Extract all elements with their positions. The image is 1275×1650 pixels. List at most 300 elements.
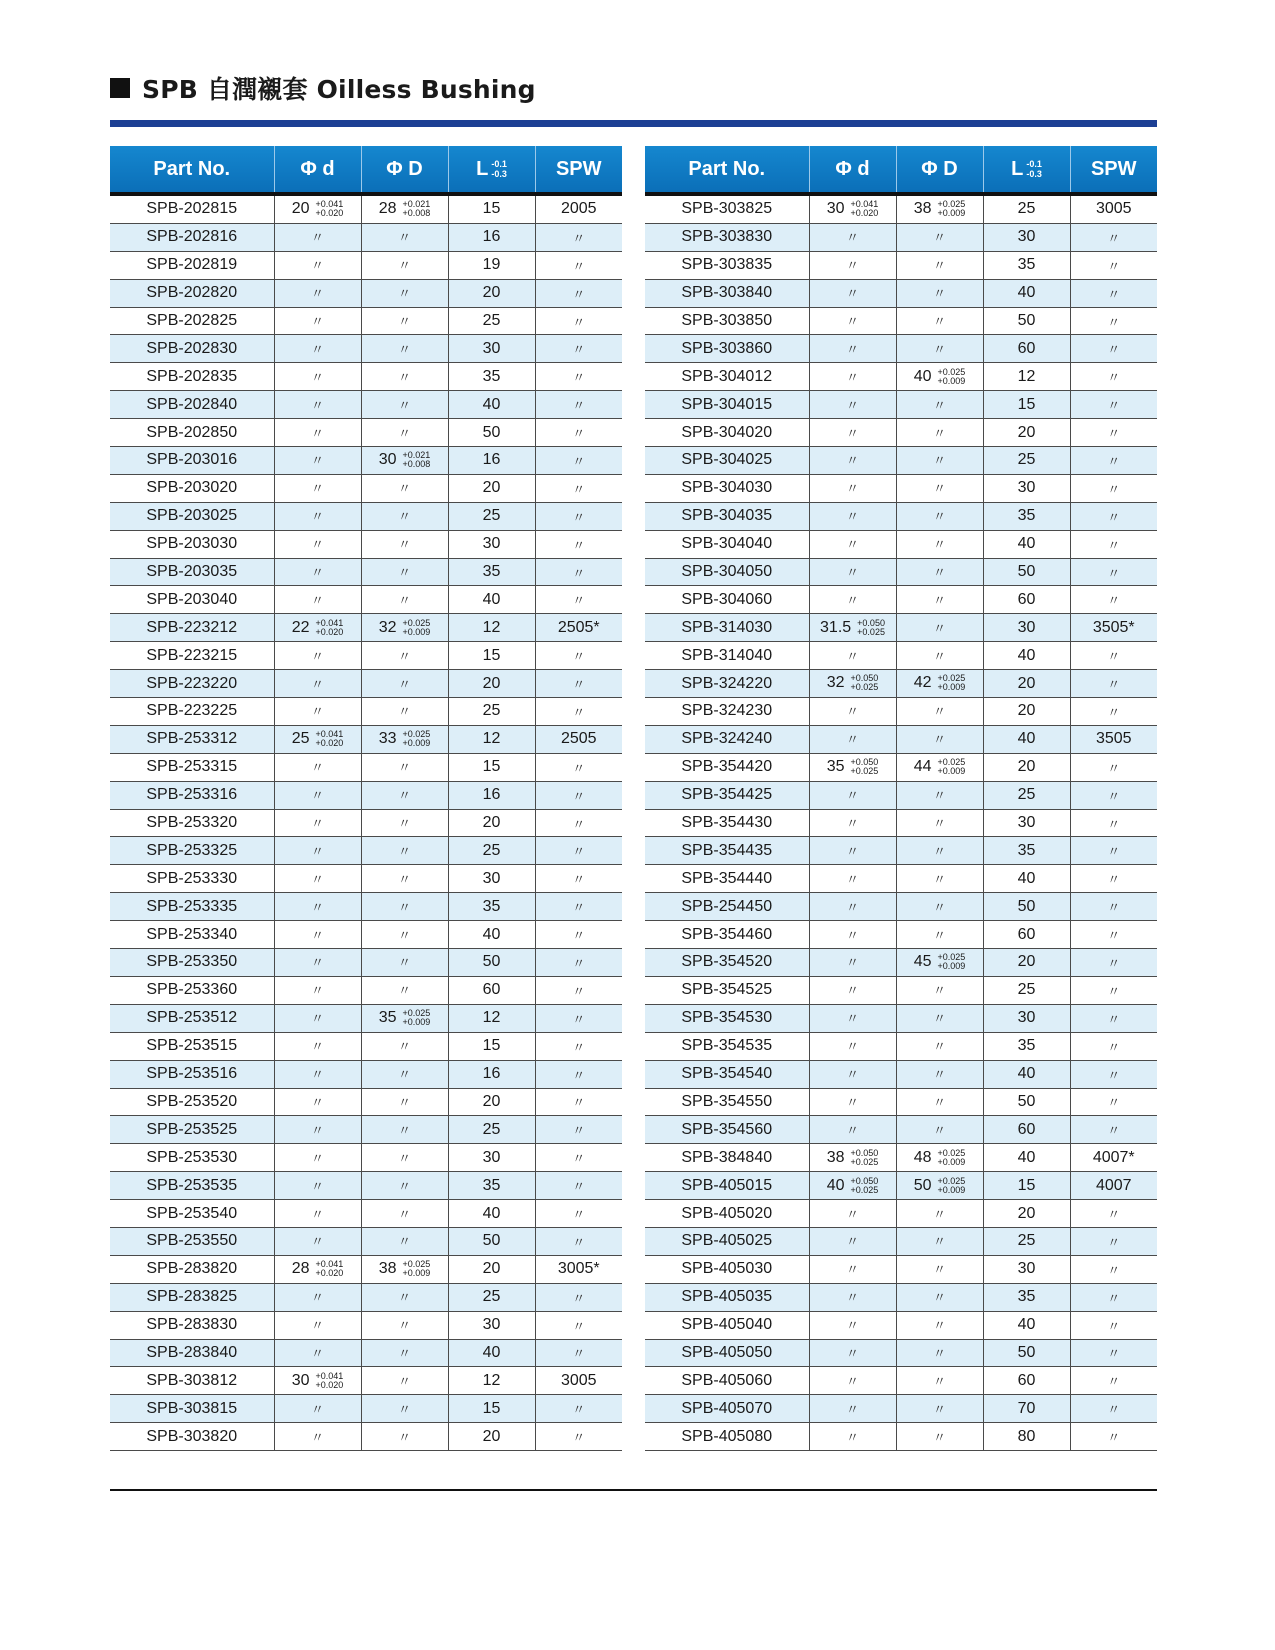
spw-cell: 4007*: [1070, 1144, 1157, 1172]
length-cell: 20: [983, 419, 1070, 447]
part-number-cell: SPB-283820: [110, 1255, 274, 1283]
inner-diameter-tol-lower: +0.020: [850, 208, 879, 219]
table-row: [645, 223, 1157, 251]
table-row: [110, 1060, 622, 1088]
spw-cell: 〃: [1070, 1283, 1157, 1311]
length-cell: 25: [448, 1116, 535, 1144]
spw-cell: 〃: [1070, 251, 1157, 279]
length-cell: 35: [448, 893, 535, 921]
outer-diameter-value: 〃: [397, 1401, 411, 1417]
length-cell: 40: [448, 1339, 535, 1367]
inner-diameter-value: 〃: [310, 481, 324, 497]
outer-diameter-value: 〃: [397, 955, 411, 971]
table-row: [110, 419, 622, 447]
inner-diameter-value: 35: [826, 758, 845, 776]
outer-diameter-cell: [361, 502, 448, 530]
inner-diameter-cell: [274, 949, 361, 977]
spw-cell: 〃: [1070, 1004, 1157, 1032]
spw-cell: 〃: [1070, 976, 1157, 1004]
inner-diameter-cell: [274, 335, 361, 363]
spw-cell: 〃: [1070, 1060, 1157, 1088]
outer-diameter-cell: [896, 893, 983, 921]
spw-cell: 〃: [1070, 809, 1157, 837]
table-row: [110, 949, 622, 977]
outer-diameter-value: 〃: [932, 565, 946, 581]
outer-diameter-value: 48: [913, 1148, 932, 1166]
spw-cell: 〃: [1070, 1088, 1157, 1116]
outer-diameter-tol-lower: +0.009: [937, 375, 966, 386]
spw-cell: 〃: [1070, 781, 1157, 809]
length-cell: 40: [983, 1060, 1070, 1088]
outer-diameter-cell: [361, 558, 448, 586]
inner-diameter-value: 〃: [845, 1290, 859, 1306]
spw-cell: 〃: [535, 1200, 622, 1228]
table-row: [645, 474, 1157, 502]
table-row: [645, 670, 1157, 698]
part-number-cell: SPB-253330: [110, 865, 274, 893]
length-cell: 16: [448, 447, 535, 475]
outer-diameter-cell: [361, 921, 448, 949]
inner-diameter-cell: [809, 1339, 896, 1367]
table-row: [645, 642, 1157, 670]
inner-diameter-value: 〃: [310, 286, 324, 302]
inner-diameter-cell: [809, 419, 896, 447]
inner-diameter-cell: [809, 1311, 896, 1339]
header-length-label: L: [1011, 157, 1024, 180]
inner-diameter-value: 〃: [845, 927, 859, 943]
inner-diameter-value: 〃: [845, 1429, 859, 1445]
outer-diameter-cell: [361, 474, 448, 502]
inner-diameter-cell: [274, 1227, 361, 1255]
inner-diameter-value: 〃: [845, 1094, 859, 1110]
inner-diameter-cell: [809, 837, 896, 865]
length-cell: 40: [983, 725, 1070, 753]
length-cell: 30: [448, 1144, 535, 1172]
spw-cell: 〃: [535, 530, 622, 558]
length-cell: 12: [448, 1367, 535, 1395]
page-title: [110, 68, 536, 108]
inner-diameter-tol-lower: +0.020: [315, 1268, 344, 1279]
outer-diameter-cell: [896, 251, 983, 279]
outer-diameter-cell: [361, 223, 448, 251]
outer-diameter-cell: [896, 194, 983, 223]
outer-diameter-value: 〃: [932, 286, 946, 302]
spw-cell: 〃: [535, 1172, 622, 1200]
outer-diameter-tol-upper: +0.025: [937, 757, 966, 768]
length-cell: 30: [983, 1004, 1070, 1032]
inner-diameter-value: 〃: [845, 1262, 859, 1278]
outer-diameter-cell: [896, 1339, 983, 1367]
outer-diameter-value: 〃: [932, 704, 946, 720]
inner-diameter-cell: [809, 335, 896, 363]
outer-diameter-tolerance: [938, 368, 966, 386]
outer-diameter-tolerance: [403, 200, 431, 218]
spw-cell: 〃: [535, 1088, 622, 1116]
table-row: [110, 976, 622, 1004]
spw-cell: 〃: [1070, 558, 1157, 586]
outer-diameter-tol-lower: +0.009: [937, 208, 966, 219]
inner-diameter-value: 〃: [845, 899, 859, 915]
inner-diameter-tolerance: [851, 1177, 879, 1195]
outer-diameter-cell: [896, 753, 983, 781]
inner-diameter-value: 〃: [845, 481, 859, 497]
outer-diameter-value: 〃: [397, 481, 411, 497]
inner-diameter-tolerance: [316, 619, 344, 637]
outer-diameter-cell: [361, 809, 448, 837]
outer-diameter-tol-lower: +0.009: [402, 738, 431, 749]
outer-diameter-cell: [361, 1311, 448, 1339]
length-cell: 20: [448, 279, 535, 307]
spw-cell: 〃: [1070, 1200, 1157, 1228]
inner-diameter-cell: [809, 391, 896, 419]
header-inner-diameter: Φ d: [274, 146, 361, 194]
header-length: [448, 146, 535, 194]
inner-diameter-cell: [809, 949, 896, 977]
outer-diameter-value: 〃: [397, 314, 411, 329]
part-number-cell: SPB-203016: [110, 447, 274, 475]
part-number-cell: SPB-324220: [645, 670, 809, 698]
table-row: [110, 251, 622, 279]
outer-diameter-tolerance: [938, 1177, 966, 1195]
table-row: [645, 976, 1157, 1004]
table-row: [645, 893, 1157, 921]
outer-diameter-cell: [361, 1060, 448, 1088]
inner-diameter-tol-upper: +0.050: [857, 617, 885, 628]
spw-cell: 〃: [1070, 642, 1157, 670]
outer-diameter-tolerance: [938, 758, 966, 776]
outer-diameter-tol-lower: +0.009: [937, 682, 966, 693]
inner-diameter-value: 31.5: [820, 618, 852, 636]
length-cell: 20: [448, 1255, 535, 1283]
inner-diameter-cell: [274, 307, 361, 335]
table-row: [110, 1227, 622, 1255]
outer-diameter-cell: [896, 474, 983, 502]
spw-cell: 〃: [535, 753, 622, 781]
outer-diameter-cell: [896, 1395, 983, 1423]
part-number-cell: SPB-253512: [110, 1004, 274, 1032]
inner-diameter-value: 〃: [310, 592, 324, 608]
inner-diameter-value: 〃: [845, 983, 859, 999]
outer-diameter-cell: [361, 837, 448, 865]
inner-diameter-cell: [809, 1172, 896, 1200]
length-cell: 30: [983, 474, 1070, 502]
inner-diameter-value: 〃: [845, 369, 859, 385]
outer-diameter-value: 〃: [932, 899, 946, 915]
length-cell: 15: [983, 1172, 1070, 1200]
outer-diameter-value: 〃: [932, 537, 946, 553]
part-number-cell: SPB-304012: [645, 363, 809, 391]
outer-diameter-cell: [896, 391, 983, 419]
outer-diameter-value: 〃: [397, 592, 411, 608]
table-row: [110, 335, 622, 363]
outer-diameter-cell: [896, 1200, 983, 1228]
inner-diameter-cell: [274, 865, 361, 893]
outer-diameter-cell: [361, 698, 448, 726]
outer-diameter-value: 〃: [397, 509, 411, 525]
outer-diameter-cell: [361, 586, 448, 614]
spw-cell: 〃: [535, 1004, 622, 1032]
part-number-cell: SPB-303820: [110, 1423, 274, 1451]
inner-diameter-value: 〃: [310, 1150, 324, 1166]
page-title-text: SPB 自潤襯套 Oilless Bushing: [142, 75, 536, 104]
part-number-cell: SPB-203030: [110, 530, 274, 558]
length-cell: 12: [448, 725, 535, 753]
inner-diameter-value: 30: [291, 1371, 310, 1389]
outer-diameter-value: 〃: [932, 843, 946, 859]
inner-diameter-tolerance: [851, 758, 879, 776]
inner-diameter-value: 〃: [310, 899, 324, 915]
header-length-label: L: [476, 157, 489, 180]
outer-diameter-value: 〃: [932, 871, 946, 887]
outer-diameter-tolerance: [938, 1149, 966, 1167]
inner-diameter-value: 〃: [310, 1122, 324, 1138]
inner-diameter-cell: [809, 474, 896, 502]
length-cell: 20: [983, 670, 1070, 698]
outer-diameter-value: 〃: [932, 620, 946, 636]
outer-diameter-cell: [896, 670, 983, 698]
outer-diameter-value: 〃: [397, 1067, 411, 1083]
inner-diameter-value: 〃: [845, 592, 859, 608]
part-number-cell: SPB-405015: [645, 1172, 809, 1200]
part-number-cell: SPB-202819: [110, 251, 274, 279]
part-number-cell: SPB-253320: [110, 809, 274, 837]
spw-cell: 3505: [1070, 725, 1157, 753]
outer-diameter-cell: [896, 1227, 983, 1255]
table-row: [110, 391, 622, 419]
outer-diameter-value: 〃: [932, 509, 946, 525]
part-number-cell: SPB-304050: [645, 558, 809, 586]
part-number-cell: SPB-253530: [110, 1144, 274, 1172]
inner-diameter-value: 〃: [845, 871, 859, 887]
spw-cell: 〃: [535, 976, 622, 1004]
length-cell: 25: [983, 447, 1070, 475]
table-row: [110, 1339, 622, 1367]
part-number-cell: SPB-405040: [645, 1311, 809, 1339]
part-number-cell: SPB-253312: [110, 725, 274, 753]
inner-diameter-cell: [274, 502, 361, 530]
length-cell: 60: [448, 976, 535, 1004]
table-row: [110, 614, 622, 642]
inner-diameter-tolerance: [851, 200, 879, 218]
part-number-cell: SPB-304020: [645, 419, 809, 447]
table-row: [645, 725, 1157, 753]
inner-diameter-cell: [809, 753, 896, 781]
outer-diameter-cell: [896, 558, 983, 586]
inner-diameter-cell: [274, 809, 361, 837]
inner-diameter-tol-upper: +0.041: [315, 1259, 344, 1270]
outer-diameter-cell: [896, 335, 983, 363]
outer-diameter-value: 28: [378, 200, 397, 218]
outer-diameter-value: 〃: [932, 1262, 946, 1278]
table-row: [110, 1311, 622, 1339]
inner-diameter-cell: [274, 837, 361, 865]
spw-cell: 〃: [535, 1395, 622, 1423]
inner-diameter-tol-lower: +0.025: [850, 1156, 879, 1167]
spw-cell: 〃: [1070, 1395, 1157, 1423]
outer-diameter-tol-lower: +0.009: [402, 1268, 431, 1279]
table-row: [110, 1032, 622, 1060]
outer-diameter-value: 〃: [397, 843, 411, 859]
inner-diameter-cell: [809, 1088, 896, 1116]
inner-diameter-value: 〃: [310, 1429, 324, 1445]
table-row: [110, 1367, 622, 1395]
outer-diameter-value: 〃: [397, 816, 411, 832]
inner-diameter-value: 38: [826, 1148, 845, 1166]
table-row: [645, 781, 1157, 809]
length-cell: 40: [983, 865, 1070, 893]
length-cell: 60: [983, 1116, 1070, 1144]
spw-cell: 〃: [535, 363, 622, 391]
inner-diameter-cell: [809, 1423, 896, 1451]
outer-diameter-value: 44: [913, 758, 932, 776]
part-number-cell: SPB-254450: [645, 893, 809, 921]
inner-diameter-value: 〃: [310, 1039, 324, 1055]
inner-diameter-tol-upper: +0.050: [850, 1147, 879, 1158]
length-cell: 30: [983, 1255, 1070, 1283]
length-cell: 60: [983, 921, 1070, 949]
header-length-tol-lower: -0.3: [1026, 169, 1042, 180]
inner-diameter-cell: [809, 194, 896, 223]
inner-diameter-value: 〃: [845, 537, 859, 553]
inner-diameter-tolerance: [316, 200, 344, 218]
outer-diameter-cell: [361, 419, 448, 447]
spw-cell: 〃: [1070, 837, 1157, 865]
spw-cell: 3505*: [1070, 614, 1157, 642]
part-number-cell: SPB-253350: [110, 949, 274, 977]
inner-diameter-value: 〃: [310, 676, 324, 692]
part-number-cell: SPB-303830: [645, 223, 809, 251]
header-inner-diameter: Φ d: [809, 146, 896, 194]
length-cell: 20: [983, 949, 1070, 977]
part-number-cell: SPB-253340: [110, 921, 274, 949]
inner-diameter-value: 〃: [310, 1290, 324, 1306]
spw-cell: 4007: [1070, 1172, 1157, 1200]
spw-cell: 〃: [1070, 530, 1157, 558]
outer-diameter-value: 〃: [932, 1067, 946, 1083]
inner-diameter-tol-upper: +0.041: [315, 199, 344, 210]
spw-cell: 〃: [1070, 419, 1157, 447]
length-cell: 50: [983, 1088, 1070, 1116]
length-cell: 40: [983, 279, 1070, 307]
length-cell: 15: [448, 194, 535, 223]
outer-diameter-value: 38: [378, 1260, 397, 1278]
outer-diameter-cell: [896, 279, 983, 307]
inner-diameter-cell: [809, 447, 896, 475]
spw-cell: 〃: [1070, 949, 1157, 977]
outer-diameter-value: 〃: [397, 1373, 411, 1389]
inner-diameter-cell: [274, 1116, 361, 1144]
outer-diameter-value: 〃: [397, 258, 411, 274]
outer-diameter-cell: [361, 753, 448, 781]
outer-diameter-value: 〃: [932, 453, 946, 469]
spw-cell: 〃: [535, 1227, 622, 1255]
part-number-cell: SPB-405080: [645, 1423, 809, 1451]
part-number-cell: SPB-253525: [110, 1116, 274, 1144]
header-length-tol-upper: -0.1: [491, 159, 507, 170]
inner-diameter-cell: [274, 223, 361, 251]
table-row: [645, 335, 1157, 363]
part-number-cell: SPB-304015: [645, 391, 809, 419]
table-row: [645, 419, 1157, 447]
outer-diameter-tolerance: [403, 451, 431, 469]
table-row: [645, 1255, 1157, 1283]
spw-cell: 〃: [1070, 502, 1157, 530]
outer-diameter-value: 〃: [932, 314, 946, 329]
header-length-tol-lower: -0.3: [491, 169, 507, 180]
outer-diameter-cell: [896, 837, 983, 865]
outer-diameter-tolerance: [403, 1260, 431, 1278]
part-number-cell: SPB-203040: [110, 586, 274, 614]
outer-diameter-cell: [361, 976, 448, 1004]
part-number-cell: SPB-303812: [110, 1367, 274, 1395]
outer-diameter-value: 〃: [932, 481, 946, 497]
spw-cell: 〃: [1070, 1311, 1157, 1339]
inner-diameter-cell: [274, 698, 361, 726]
inner-diameter-cell: [809, 1367, 896, 1395]
table-row: [645, 949, 1157, 977]
outer-diameter-tol-upper: +0.025: [937, 673, 966, 684]
spw-cell: 〃: [535, 1423, 622, 1451]
inner-diameter-cell: [274, 1004, 361, 1032]
inner-diameter-tol-lower: +0.020: [315, 208, 344, 219]
inner-diameter-value: 〃: [310, 537, 324, 553]
part-number-cell: SPB-354435: [645, 837, 809, 865]
outer-diameter-value: 〃: [932, 1094, 946, 1110]
inner-diameter-value: 25: [291, 730, 310, 748]
table-row: [645, 502, 1157, 530]
inner-diameter-value: 〃: [845, 286, 859, 302]
length-cell: 60: [983, 335, 1070, 363]
outer-diameter-value: 45: [913, 953, 932, 971]
outer-diameter-value: 〃: [397, 537, 411, 553]
table-row: [645, 1144, 1157, 1172]
spw-cell: 〃: [535, 1311, 622, 1339]
length-cell: 25: [983, 194, 1070, 223]
spw-cell: 〃: [1070, 753, 1157, 781]
inner-diameter-tol-lower: +0.025: [850, 1184, 879, 1195]
length-cell: 20: [983, 753, 1070, 781]
outer-diameter-tol-lower: +0.009: [402, 626, 431, 637]
outer-diameter-cell: [361, 725, 448, 753]
outer-diameter-value: 38: [913, 200, 932, 218]
inner-diameter-cell: [809, 642, 896, 670]
inner-diameter-value: 〃: [845, 1373, 859, 1389]
spw-cell: 〃: [535, 949, 622, 977]
table-row: [645, 921, 1157, 949]
part-number-cell: SPB-253515: [110, 1032, 274, 1060]
inner-diameter-cell: [274, 1060, 361, 1088]
inner-diameter-value: 〃: [845, 1122, 859, 1138]
outer-diameter-cell: [896, 865, 983, 893]
part-number-cell: SPB-303840: [645, 279, 809, 307]
outer-diameter-cell: [896, 419, 983, 447]
inner-diameter-value: 〃: [845, 1401, 859, 1417]
spw-cell: 〃: [1070, 1116, 1157, 1144]
inner-diameter-tolerance: [851, 674, 879, 692]
length-cell: 25: [983, 1227, 1070, 1255]
outer-diameter-value: 〃: [397, 1234, 411, 1250]
outer-diameter-cell: [361, 307, 448, 335]
inner-diameter-cell: [809, 865, 896, 893]
inner-diameter-value: 20: [291, 200, 310, 218]
spw-cell: 〃: [535, 307, 622, 335]
outer-diameter-tol-upper: +0.025: [937, 366, 966, 377]
inner-diameter-tol-lower: +0.025: [857, 626, 885, 637]
inner-diameter-tol-lower: +0.025: [850, 766, 879, 777]
inner-diameter-value: 〃: [845, 341, 859, 357]
inner-diameter-value: 〃: [310, 397, 324, 413]
length-cell: 16: [448, 1060, 535, 1088]
